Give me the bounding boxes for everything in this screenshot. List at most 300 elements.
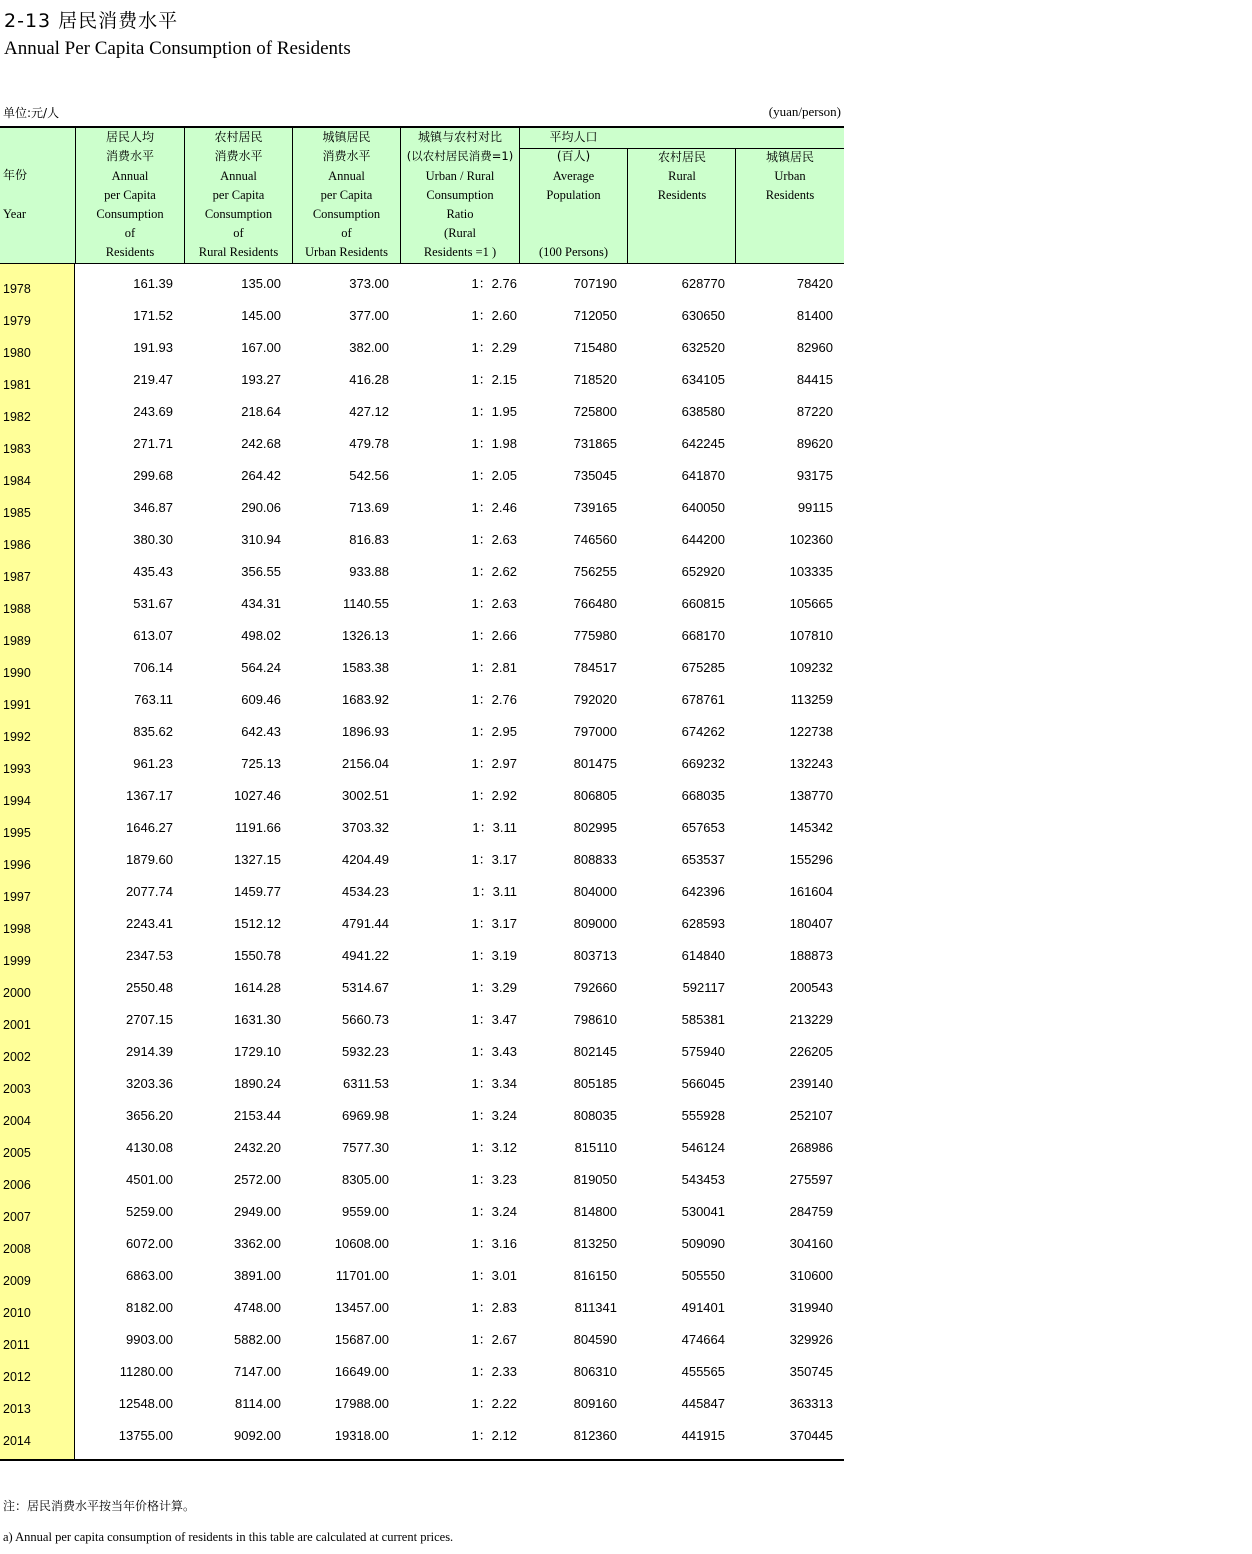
residents-consumption-cell: 380.30 [133, 532, 173, 547]
table-row [0, 684, 844, 716]
rural-consumption-cell: 4748.00 [234, 1300, 281, 1315]
average-population-cell: 809160 [573, 1396, 617, 1411]
urban-rural-ratio-cell: 1：3.11 [472, 884, 517, 899]
urban-population-cell: 145342 [789, 820, 833, 835]
urban-consumption-cell: 3002.51 [342, 788, 389, 803]
average-population-cell: 756255 [573, 564, 617, 579]
header-text: Ratio [446, 207, 474, 221]
rural-population-cell: 642245 [681, 436, 725, 451]
residents-consumption-cell: 6863.00 [126, 1268, 173, 1283]
rural-population-cell: 628770 [681, 276, 725, 291]
header-text: Urban / Rural [425, 169, 495, 183]
urban-population-cell: 81400 [796, 308, 833, 323]
residents-consumption-cell: 2347.53 [126, 948, 173, 963]
header-residents [75, 128, 184, 263]
urban-consumption-cell: 479.78 [349, 436, 389, 451]
header-text: per Capita [104, 188, 156, 202]
year-cell: 1992 [3, 730, 31, 744]
table-row [0, 588, 844, 620]
urban-population-cell: 84415 [796, 372, 833, 387]
urban-population-cell: 180407 [789, 916, 833, 931]
table-row [0, 1100, 844, 1132]
table-row [0, 620, 844, 652]
residents-consumption-cell: 8182.00 [126, 1300, 173, 1315]
urban-rural-ratio-cell: 1：3.23 [471, 1172, 517, 1187]
urban-population-cell: 200543 [789, 980, 833, 995]
rural-population-cell: 678761 [681, 692, 725, 707]
rural-consumption-cell: 242.68 [241, 436, 281, 451]
rural-consumption-cell: 135.00 [241, 276, 281, 291]
header-text: Rural Residents [198, 245, 279, 259]
table-row [0, 1036, 844, 1068]
urban-rural-ratio-cell: 1：2.97 [471, 756, 517, 771]
year-cell: 2008 [3, 1242, 31, 1256]
urban-population-cell: 102360 [789, 532, 833, 547]
urban-population-cell: 319940 [789, 1300, 833, 1315]
urban-consumption-cell: 6311.53 [342, 1076, 389, 1091]
rural-population-cell: 652920 [681, 564, 725, 579]
residents-consumption-cell: 2707.15 [126, 1012, 173, 1027]
rural-consumption-cell: 1327.15 [234, 852, 281, 867]
urban-rural-ratio-cell: 1：2.63 [471, 532, 517, 547]
header-text: Residents [105, 245, 155, 259]
rural-consumption-cell: 1191.66 [234, 820, 281, 835]
rural-population-cell: 642396 [681, 884, 725, 899]
residents-consumption-cell: 706.14 [133, 660, 173, 675]
table-row [0, 1324, 844, 1356]
rural-consumption-cell: 642.43 [241, 724, 281, 739]
table-row [0, 908, 844, 940]
header-text: Consumption [204, 207, 273, 221]
urban-consumption-cell: 1326.13 [342, 628, 389, 643]
table-row [0, 332, 844, 364]
residents-consumption-cell: 1879.60 [126, 852, 173, 867]
header-text: (100 Persons) [538, 245, 609, 259]
urban-rural-ratio-cell: 1：2.76 [471, 276, 517, 291]
rural-population-cell: 653537 [681, 852, 725, 867]
urban-population-cell: 350745 [789, 1364, 833, 1379]
page-title-cn: 2-13 居民消费水平 [4, 10, 179, 32]
table-row [0, 972, 844, 1004]
header-text: 消费水平 [322, 149, 371, 163]
year-cell: 2011 [3, 1338, 30, 1352]
average-population-cell: 792020 [573, 692, 617, 707]
urban-rural-ratio-cell: 1：2.62 [471, 564, 517, 579]
table-row [0, 876, 844, 908]
urban-rural-ratio-cell: 1：2.81 [471, 660, 517, 675]
header-text: 城镇居民 [322, 130, 371, 144]
urban-rural-ratio-cell: 1：3.11 [472, 820, 517, 835]
rural-consumption-cell: 310.94 [241, 532, 281, 547]
page-title-en: Annual Per Capita Consumption of Residents [4, 38, 351, 59]
header-text: (Rural [444, 226, 476, 240]
average-population-cell: 797000 [573, 724, 617, 739]
header-text: (百人) [556, 149, 591, 163]
table-row [0, 428, 844, 460]
average-population-cell: 816150 [573, 1268, 617, 1283]
rural-population-cell: 543453 [681, 1172, 725, 1187]
urban-rural-ratio-cell: 1：2.67 [471, 1332, 517, 1347]
rural-population-cell: 630650 [681, 308, 725, 323]
year-cell: 1978 [3, 282, 31, 296]
urban-consumption-cell: 11701.00 [335, 1268, 389, 1283]
urban-rural-ratio-cell: 1：2.12 [471, 1428, 517, 1443]
urban-rural-ratio-cell: 1：3.16 [471, 1236, 517, 1251]
header-text: Urban Residents [305, 245, 388, 259]
residents-consumption-cell: 12548.00 [118, 1396, 173, 1411]
header-text: 农村居民 [214, 130, 263, 144]
urban-consumption-cell: 16649.00 [334, 1364, 389, 1379]
unit-label-cn: 单位:元/人 [3, 106, 60, 120]
rural-consumption-cell: 1459.77 [234, 884, 281, 899]
urban-population-cell: 122738 [789, 724, 833, 739]
header-text: Average [552, 169, 595, 183]
year-cell: 1980 [3, 346, 31, 360]
average-population-cell: 819050 [573, 1172, 617, 1187]
average-population-cell: 801475 [573, 756, 617, 771]
year-cell: 1989 [3, 634, 31, 648]
urban-consumption-cell: 4534.23 [342, 884, 389, 899]
year-cell: 1991 [3, 698, 31, 712]
urban-population-cell: 87220 [796, 404, 833, 419]
year-cell: 1979 [3, 314, 31, 328]
urban-rural-ratio-cell: 1：2.92 [471, 788, 517, 803]
urban-consumption-cell: 5932.23 [342, 1044, 389, 1059]
year-cell: 2007 [3, 1210, 31, 1224]
urban-rural-ratio-cell: 1：2.76 [471, 692, 517, 707]
residents-consumption-cell: 531.67 [133, 596, 173, 611]
header-text: of [233, 226, 244, 240]
urban-consumption-cell: 15687.00 [334, 1332, 389, 1347]
rural-consumption-cell: 1631.30 [234, 1012, 281, 1027]
header-text: Annual [328, 169, 365, 183]
table-header [0, 126, 844, 264]
header-text: Consumption [96, 207, 164, 221]
urban-consumption-cell: 816.83 [349, 532, 389, 547]
residents-consumption-cell: 9903.00 [126, 1332, 173, 1347]
average-population-cell: 808833 [573, 852, 617, 867]
header-text: Residents [765, 188, 815, 202]
urban-rural-ratio-cell: 1：3.29 [471, 980, 517, 995]
urban-consumption-cell: 19318.00 [334, 1428, 389, 1443]
table-row [0, 1196, 844, 1228]
urban-rural-ratio-cell: 1：3.24 [471, 1108, 517, 1123]
header-text: per Capita [212, 188, 265, 202]
residents-consumption-cell: 763.11 [134, 692, 173, 707]
rural-consumption-cell: 1890.24 [234, 1076, 281, 1091]
rural-consumption-cell: 2432.20 [234, 1140, 281, 1155]
header-text: Consumption [426, 188, 494, 202]
urban-population-cell: 155296 [789, 852, 833, 867]
urban-rural-ratio-cell: 1：2.83 [471, 1300, 517, 1315]
table-row [0, 1164, 844, 1196]
urban-consumption-cell: 5314.67 [342, 980, 389, 995]
urban-rural-ratio-cell: 1：3.12 [471, 1140, 517, 1155]
header-text: Annual [111, 169, 149, 183]
table-row [0, 1068, 844, 1100]
urban-consumption-cell: 8305.00 [342, 1172, 389, 1187]
year-cell: 1990 [3, 666, 31, 680]
urban-rural-ratio-cell: 1：2.22 [471, 1396, 517, 1411]
urban-population-cell: 105665 [789, 596, 833, 611]
rural-consumption-cell: 7147.00 [234, 1364, 281, 1379]
table-row [0, 1004, 844, 1036]
rural-consumption-cell: 3362.00 [234, 1236, 281, 1251]
header-text: 城镇居民 [765, 150, 814, 164]
table-row [0, 780, 844, 812]
table-row [0, 300, 844, 332]
table-row [0, 364, 844, 396]
urban-rural-ratio-cell: 1：2.33 [471, 1364, 517, 1379]
urban-rural-ratio-cell: 1：3.17 [471, 916, 517, 931]
average-population-cell: 808035 [573, 1108, 617, 1123]
urban-rural-ratio-cell: 1：3.24 [471, 1204, 517, 1219]
year-cell: 1984 [3, 474, 31, 488]
urban-population-cell: 93175 [796, 468, 833, 483]
rural-population-cell: 592117 [682, 980, 725, 995]
urban-rural-ratio-cell: 1：2.95 [471, 724, 517, 739]
average-population-cell: 766480 [573, 596, 617, 611]
rural-consumption-cell: 167.00 [241, 340, 281, 355]
year-cell: 2005 [3, 1146, 31, 1160]
year-cell: 1994 [3, 794, 31, 808]
header-text: Consumption [312, 207, 381, 221]
urban-consumption-cell: 713.69 [349, 500, 389, 515]
residents-consumption-cell: 2077.74 [126, 884, 173, 899]
average-population-cell: 802995 [573, 820, 617, 835]
average-population-cell: 715480 [573, 340, 617, 355]
urban-rural-ratio-cell: 1：3.47 [471, 1012, 517, 1027]
average-population-cell: 712050 [573, 308, 617, 323]
rural-population-cell: 674262 [681, 724, 725, 739]
rural-consumption-cell: 8114.00 [234, 1396, 281, 1411]
year-cell: 1988 [3, 602, 31, 616]
urban-population-cell: 188873 [789, 948, 833, 963]
residents-consumption-cell: 299.68 [133, 468, 173, 483]
header-text: 农村居民 [657, 150, 706, 164]
year-cell: 2006 [3, 1178, 31, 1192]
rural-consumption-cell: 1729.10 [234, 1044, 281, 1059]
rural-consumption-cell: 1027.46 [234, 788, 281, 803]
rural-consumption-cell: 1550.78 [234, 948, 281, 963]
residents-consumption-cell: 961.23 [133, 756, 173, 771]
residents-consumption-cell: 219.47 [133, 372, 173, 387]
year-cell: 2003 [3, 1082, 31, 1096]
year-cell: 1983 [3, 442, 31, 456]
header-text: of [341, 226, 352, 240]
urban-population-cell: 329926 [789, 1332, 833, 1347]
urban-rural-ratio-cell: 1：1.98 [471, 436, 517, 451]
rural-population-cell: 455565 [681, 1364, 725, 1379]
average-population-cell: 809000 [573, 916, 617, 931]
urban-consumption-cell: 4941.22 [342, 948, 389, 963]
urban-rural-ratio-cell: 1：2.15 [471, 372, 517, 387]
urban-population-cell: 226205 [789, 1044, 833, 1059]
rural-population-cell: 546124 [681, 1140, 725, 1155]
table-row [0, 492, 844, 524]
unit-label-en: (yuan/person) [768, 104, 841, 119]
rural-population-cell: 575940 [681, 1044, 725, 1059]
rural-consumption-cell: 1614.28 [234, 980, 281, 995]
urban-population-cell: 310600 [789, 1268, 833, 1283]
table-row [0, 524, 844, 556]
residents-consumption-cell: 191.93 [133, 340, 173, 355]
urban-consumption-cell: 6969.98 [342, 1108, 389, 1123]
urban-consumption-cell: 7577.30 [342, 1140, 389, 1155]
residents-consumption-cell: 243.69 [133, 404, 173, 419]
header-year-en: Year [3, 207, 27, 221]
average-population-cell: 814800 [573, 1204, 617, 1219]
urban-rural-ratio-cell: 1：1.95 [471, 404, 517, 419]
urban-rural-ratio-cell: 1：2.29 [471, 340, 517, 355]
table-row [0, 812, 844, 844]
rural-population-cell: 638580 [681, 404, 725, 419]
rural-consumption-cell: 2949.00 [234, 1204, 281, 1219]
table-row [0, 268, 844, 300]
year-cell: 1981 [3, 378, 31, 392]
year-cell: 1997 [3, 890, 31, 904]
urban-population-cell: 113259 [790, 692, 833, 707]
average-population-cell: 806805 [573, 788, 617, 803]
residents-consumption-cell: 613.07 [133, 628, 173, 643]
residents-consumption-cell: 271.71 [133, 436, 173, 451]
residents-consumption-cell: 1367.17 [126, 788, 173, 803]
year-cell: 1996 [3, 858, 31, 872]
urban-consumption-cell: 10608.00 [334, 1236, 389, 1251]
rural-consumption-cell: 193.27 [241, 372, 281, 387]
table-row [0, 556, 844, 588]
header-text: Residents =1 ) [423, 245, 497, 259]
year-cell: 1985 [3, 506, 31, 520]
year-cell: 1993 [3, 762, 31, 776]
header-text: Residents [657, 188, 707, 202]
residents-consumption-cell: 1646.27 [126, 820, 173, 835]
urban-population-cell: 103335 [789, 564, 833, 579]
table-row [0, 716, 844, 748]
urban-population-cell: 304160 [789, 1236, 833, 1251]
urban-rural-ratio-cell: 1：2.60 [471, 308, 517, 323]
urban-consumption-cell: 13457.00 [334, 1300, 389, 1315]
residents-consumption-cell: 5259.00 [126, 1204, 173, 1219]
residents-consumption-cell: 435.43 [133, 564, 173, 579]
urban-consumption-cell: 373.00 [349, 276, 389, 291]
urban-consumption-cell: 4204.49 [342, 852, 389, 867]
rural-consumption-cell: 434.31 [241, 596, 281, 611]
average-population-cell: 725800 [573, 404, 617, 419]
urban-population-cell: 275597 [789, 1172, 833, 1187]
average-population-cell: 707190 [573, 276, 617, 291]
urban-population-cell: 239140 [789, 1076, 833, 1091]
header-text: Population [546, 188, 601, 202]
footnote-cn: 注：居民消费水平按当年价格计算。 [3, 1499, 196, 1513]
rural-consumption-cell: 725.13 [241, 756, 281, 771]
rural-population-cell: 474664 [681, 1332, 725, 1347]
year-cell: 2002 [3, 1050, 31, 1064]
urban-consumption-cell: 17988.00 [334, 1396, 389, 1411]
header-rural-population [627, 148, 736, 263]
residents-consumption-cell: 2550.48 [126, 980, 173, 995]
residents-consumption-cell: 346.87 [133, 500, 173, 515]
average-population-cell: 784517 [573, 660, 617, 675]
average-population-cell: 746560 [573, 532, 617, 547]
urban-rural-ratio-cell: 1：2.46 [471, 500, 517, 515]
urban-population-cell: 213229 [789, 1012, 833, 1027]
year-cell: 2001 [3, 1018, 31, 1032]
rural-consumption-cell: 218.64 [241, 404, 281, 419]
rural-population-cell: 445847 [681, 1396, 725, 1411]
year-cell: 2004 [3, 1114, 31, 1128]
header-text: 消费水平 [105, 149, 154, 163]
rural-population-cell: 628593 [681, 916, 725, 931]
year-cell: 2014 [3, 1434, 31, 1448]
rural-population-cell: 530041 [681, 1204, 725, 1219]
rural-population-cell: 657653 [681, 820, 725, 835]
rural-population-cell: 614840 [681, 948, 725, 963]
urban-population-cell: 161604 [789, 884, 833, 899]
table-row [0, 1420, 844, 1452]
header-year [0, 128, 75, 263]
rural-consumption-cell: 290.06 [241, 500, 281, 515]
urban-population-cell: 252107 [789, 1108, 833, 1123]
urban-population-cell: 138770 [789, 788, 833, 803]
urban-rural-ratio-cell: 1：3.43 [471, 1044, 517, 1059]
header-text: Urban [774, 169, 806, 183]
header-urban [292, 128, 400, 263]
header-ratio [400, 128, 519, 263]
urban-consumption-cell: 1583.38 [342, 660, 389, 675]
header-text: 消费水平 [214, 149, 263, 163]
average-population-cell: 804000 [573, 884, 617, 899]
rural-population-cell: 660815 [681, 596, 725, 611]
urban-rural-ratio-cell: 1：2.66 [471, 628, 517, 643]
rural-population-cell: 505550 [681, 1268, 725, 1283]
residents-consumption-cell: 3203.36 [126, 1076, 173, 1091]
rural-population-cell: 566045 [681, 1076, 725, 1091]
urban-rural-ratio-cell: 1：2.63 [471, 596, 517, 611]
table-row [0, 1356, 844, 1388]
urban-consumption-cell: 416.28 [349, 372, 389, 387]
urban-population-cell: 107810 [789, 628, 833, 643]
average-population-cell: 735045 [573, 468, 617, 483]
footnote-en: a) Annual per capita consumption of residents in this table are calculated at current prices. [3, 1530, 454, 1544]
urban-population-cell: 78420 [796, 276, 833, 291]
residents-consumption-cell: 6072.00 [126, 1236, 173, 1251]
rural-population-cell: 585381 [681, 1012, 725, 1027]
header-text: 城镇与农村对比 [417, 130, 502, 144]
rural-consumption-cell: 2153.44 [234, 1108, 281, 1123]
urban-consumption-cell: 1683.92 [342, 692, 389, 707]
header-urban-population [735, 148, 844, 263]
rural-population-cell: 441915 [681, 1428, 725, 1443]
residents-consumption-cell: 4130.08 [126, 1140, 173, 1155]
urban-population-cell: 82960 [796, 340, 833, 355]
residents-consumption-cell: 4501.00 [126, 1172, 173, 1187]
urban-consumption-cell: 933.88 [349, 564, 389, 579]
average-population-cell: 739165 [573, 500, 617, 515]
urban-rural-ratio-cell: 1：3.19 [471, 948, 517, 963]
urban-population-cell: 132243 [789, 756, 833, 771]
rural-population-cell: 640050 [681, 500, 725, 515]
consumption-table [0, 126, 844, 1461]
residents-consumption-cell: 171.52 [133, 308, 173, 323]
average-population-cell: 811341 [574, 1300, 617, 1315]
average-population-cell: 731865 [573, 436, 617, 451]
urban-population-cell: 363313 [789, 1396, 833, 1411]
urban-rural-ratio-cell: 1：3.34 [471, 1076, 517, 1091]
year-cell: 2010 [3, 1306, 31, 1320]
rural-consumption-cell: 609.46 [241, 692, 281, 707]
urban-population-cell: 284759 [789, 1204, 833, 1219]
